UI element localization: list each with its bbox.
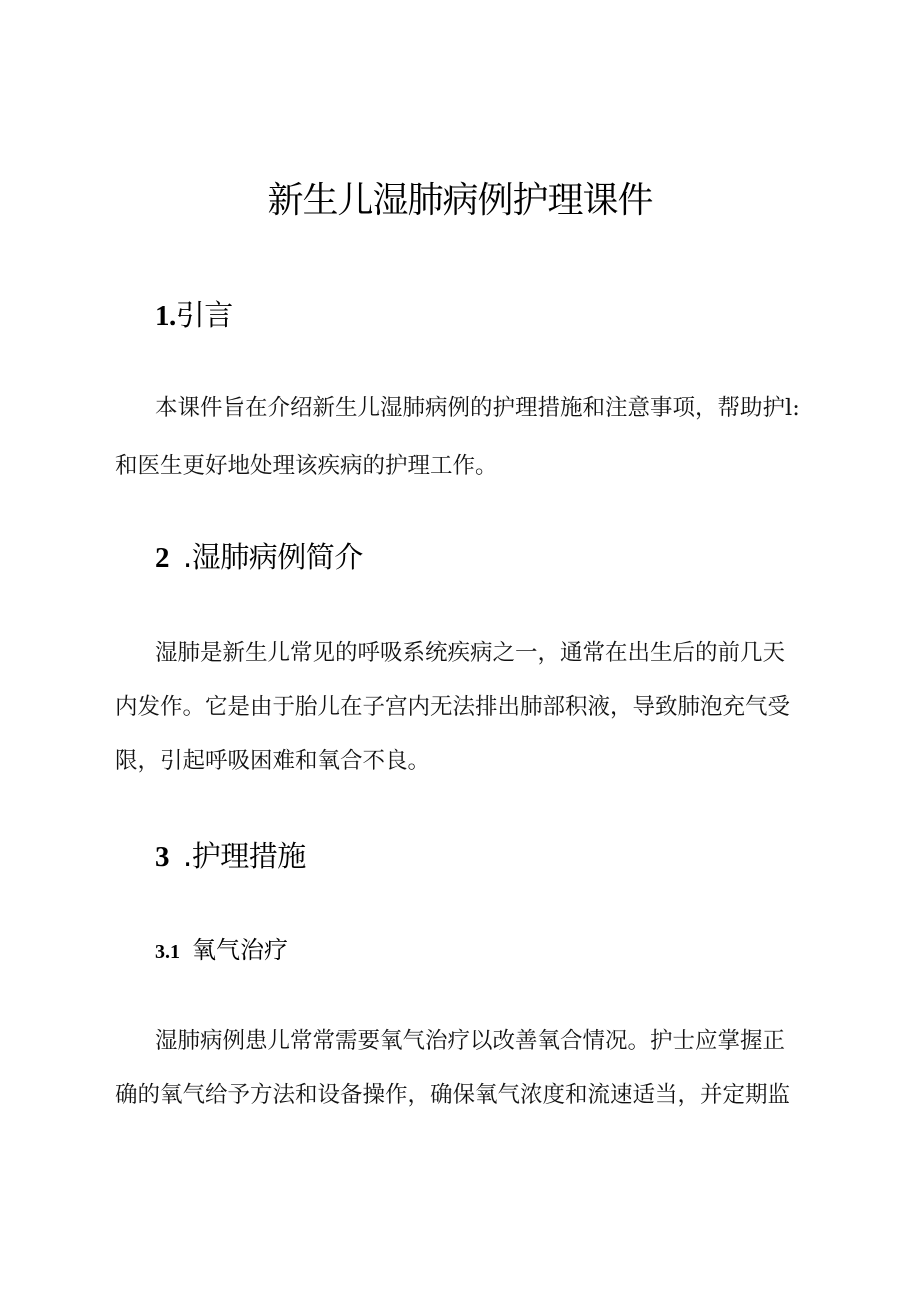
subsection-3-1-paragraph (115, 1027, 815, 1135)
paragraph-line: 限，引起呼吸困难和氧合不良。 (115, 748, 431, 774)
subsection-3-1-number: 3.1 (155, 941, 180, 963)
section-3-heading (155, 837, 306, 876)
paragraph-line: 确的氧气给予方法和设备操作，确保氧气浓度和流速适当，并定期监 (115, 1082, 791, 1108)
section-1-heading (155, 296, 233, 335)
section-1-title: 引言 (175, 298, 233, 332)
section-1-paragraph (115, 394, 815, 509)
section-3-title: .护理措施 (183, 839, 306, 873)
section-1-number: 1. (155, 300, 176, 332)
document-title: 新生儿湿肺病例护理课件 (267, 180, 653, 221)
paragraph-line: 湿肺是新生儿常见的呼吸系统疾病之一，通常在出生后的前几天 (155, 640, 786, 666)
paragraph-line: 和医生更好地处理该疾病的护理工作。 (115, 452, 498, 479)
paragraph-line: 本课件旨在介绍新生儿湿肺病例的护理措施和注意事项，帮助护l: (155, 395, 800, 421)
paragraph-line: 湿肺病例患儿常常需要氧气治疗以改善氧合情况。护士应掌握正 (155, 1028, 786, 1054)
section-2-paragraph (115, 639, 815, 801)
section-2-number: 2 (155, 542, 169, 574)
paragraph-line: 内发作。它是由于胎儿在子宫内无法排出肺部积液，导致肺泡充气受 (115, 694, 791, 720)
subsection-3-1-heading (155, 934, 288, 968)
subsection-3-1-title: 氧气治疗 (192, 936, 288, 964)
section-2-title: .湿肺病例简介 (183, 540, 363, 574)
section-2-heading (155, 538, 363, 577)
section-3-number: 3 (155, 841, 169, 873)
